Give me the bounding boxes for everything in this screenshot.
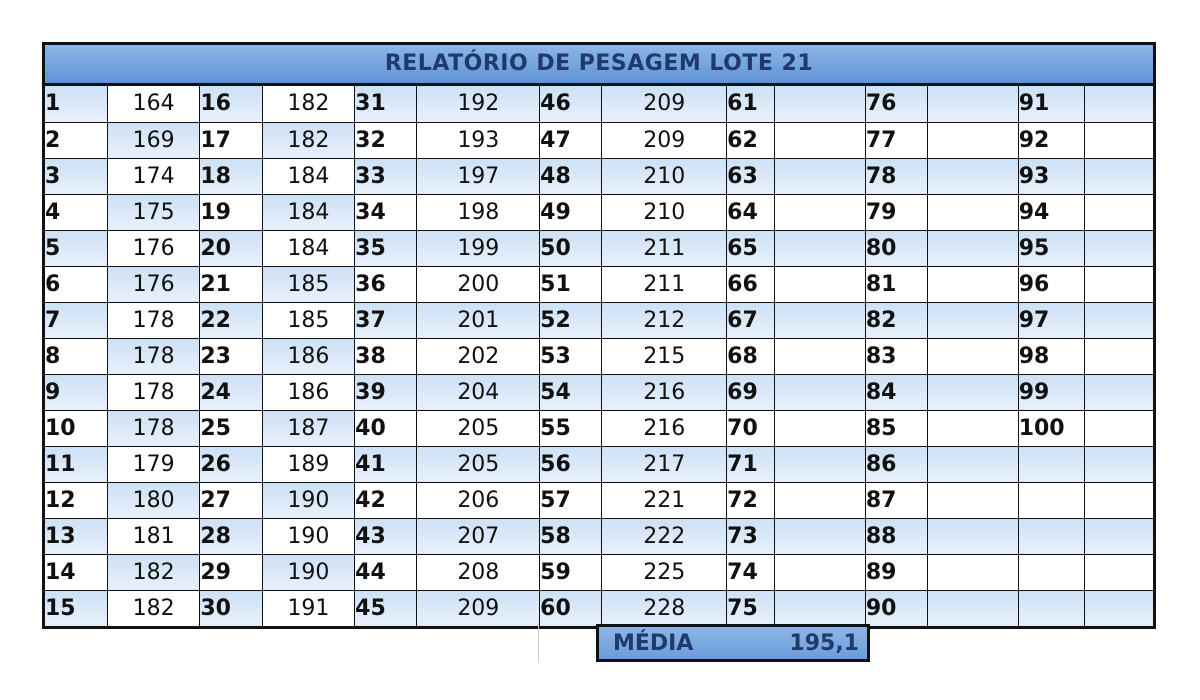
weight-value (1085, 194, 1153, 230)
item-number: 78 (865, 158, 927, 194)
weight-value (775, 86, 865, 122)
weight-value (1085, 410, 1153, 446)
weight-value: 216 (602, 410, 727, 446)
item-number: 47 (540, 122, 602, 158)
item-number: 15 (45, 590, 107, 626)
item-number: 7 (45, 302, 107, 338)
item-number: 34 (355, 194, 417, 230)
weight-value (1085, 554, 1153, 590)
item-number: 33 (355, 158, 417, 194)
item-number: 19 (200, 194, 262, 230)
item-number (1018, 554, 1084, 590)
item-number: 45 (355, 590, 417, 626)
item-number: 63 (727, 158, 775, 194)
table-row (45, 374, 1153, 410)
item-number: 35 (355, 230, 417, 266)
item-number: 9 (45, 374, 107, 410)
weight-value (928, 374, 1018, 410)
item-number: 72 (727, 482, 775, 518)
item-number: 89 (865, 554, 927, 590)
item-number: 86 (865, 446, 927, 482)
weight-value: 181 (107, 518, 200, 554)
item-number: 87 (865, 482, 927, 518)
weight-value (775, 302, 865, 338)
item-number: 28 (200, 518, 262, 554)
item-number: 98 (1018, 338, 1084, 374)
table-row (45, 122, 1153, 158)
weight-value (775, 482, 865, 518)
item-number: 31 (355, 86, 417, 122)
weight-value: 200 (417, 266, 540, 302)
item-number: 2 (45, 122, 107, 158)
weight-value (775, 338, 865, 374)
weight-value: 210 (602, 194, 727, 230)
item-number: 97 (1018, 302, 1084, 338)
weight-value: 179 (107, 446, 200, 482)
average-label: MÉDIA (613, 630, 694, 656)
weight-value: 211 (602, 230, 727, 266)
item-number: 29 (200, 554, 262, 590)
weight-value: 209 (602, 86, 727, 122)
item-number: 74 (727, 554, 775, 590)
item-number: 64 (727, 194, 775, 230)
weight-value (1085, 590, 1153, 626)
item-number: 13 (45, 518, 107, 554)
item-number: 57 (540, 482, 602, 518)
item-number: 61 (727, 86, 775, 122)
weight-value: 191 (262, 590, 355, 626)
weight-value (928, 158, 1018, 194)
weight-value: 178 (107, 374, 200, 410)
table-row (45, 194, 1153, 230)
item-number: 54 (540, 374, 602, 410)
weight-value: 190 (262, 482, 355, 518)
item-number: 81 (865, 266, 927, 302)
weight-value: 185 (262, 266, 355, 302)
weight-value: 178 (107, 302, 200, 338)
weight-value: 212 (602, 302, 727, 338)
weight-value (1085, 230, 1153, 266)
item-number: 20 (200, 230, 262, 266)
item-number: 48 (540, 158, 602, 194)
weight-value: 199 (417, 230, 540, 266)
weight-value: 164 (107, 86, 200, 122)
weight-value: 176 (107, 266, 200, 302)
table-row (45, 518, 1153, 554)
item-number: 46 (540, 86, 602, 122)
weight-value: 189 (262, 446, 355, 482)
item-number: 82 (865, 302, 927, 338)
weight-value: 205 (417, 446, 540, 482)
weight-value: 204 (417, 374, 540, 410)
weight-value (775, 374, 865, 410)
item-number: 51 (540, 266, 602, 302)
item-number: 40 (355, 410, 417, 446)
item-number: 96 (1018, 266, 1084, 302)
weight-value (775, 158, 865, 194)
item-number: 10 (45, 410, 107, 446)
weight-value: 198 (417, 194, 540, 230)
weight-value: 201 (417, 302, 540, 338)
weight-value: 202 (417, 338, 540, 374)
item-number: 39 (355, 374, 417, 410)
report-title: RELATÓRIO DE PESAGEM LOTE 21 (45, 45, 1153, 86)
item-number: 42 (355, 482, 417, 518)
item-number: 27 (200, 482, 262, 518)
table-row (45, 302, 1153, 338)
item-number: 73 (727, 518, 775, 554)
item-number: 60 (540, 590, 602, 626)
weight-value (775, 194, 865, 230)
weight-value (928, 302, 1018, 338)
item-number: 88 (865, 518, 927, 554)
item-number: 4 (45, 194, 107, 230)
weight-value: 207 (417, 518, 540, 554)
weight-value: 182 (262, 86, 355, 122)
weight-value: 211 (602, 266, 727, 302)
weight-value (1085, 338, 1153, 374)
item-number: 3 (45, 158, 107, 194)
item-number: 90 (865, 590, 927, 626)
item-number: 32 (355, 122, 417, 158)
item-number: 17 (200, 122, 262, 158)
item-number: 65 (727, 230, 775, 266)
weight-value: 187 (262, 410, 355, 446)
weight-value (928, 122, 1018, 158)
weight-value (1085, 302, 1153, 338)
item-number: 12 (45, 482, 107, 518)
item-number: 66 (727, 266, 775, 302)
item-number: 6 (45, 266, 107, 302)
weight-value (928, 554, 1018, 590)
table-row (45, 230, 1153, 266)
weight-value: 178 (107, 338, 200, 374)
weight-value (928, 446, 1018, 482)
item-number: 92 (1018, 122, 1084, 158)
item-number: 25 (200, 410, 262, 446)
item-number: 24 (200, 374, 262, 410)
item-number: 18 (200, 158, 262, 194)
weight-value: 190 (262, 554, 355, 590)
weight-value (775, 230, 865, 266)
weight-value (1085, 446, 1153, 482)
item-number: 41 (355, 446, 417, 482)
table-row (45, 338, 1153, 374)
weight-value (775, 554, 865, 590)
weight-value: 182 (107, 590, 200, 626)
item-number: 37 (355, 302, 417, 338)
weight-value: 217 (602, 446, 727, 482)
item-number: 22 (200, 302, 262, 338)
average-box (596, 624, 870, 662)
weight-value (928, 86, 1018, 122)
weight-value: 182 (262, 122, 355, 158)
weight-value (775, 266, 865, 302)
weight-value: 184 (262, 194, 355, 230)
weight-value (775, 410, 865, 446)
item-number: 5 (45, 230, 107, 266)
weight-value: 215 (602, 338, 727, 374)
weight-value: 205 (417, 410, 540, 446)
weight-value: 184 (262, 230, 355, 266)
weight-value: 178 (107, 410, 200, 446)
item-number: 55 (540, 410, 602, 446)
weight-value (928, 518, 1018, 554)
weight-value (928, 266, 1018, 302)
weight-value: 228 (602, 590, 727, 626)
table-row (45, 590, 1153, 626)
weight-value: 216 (602, 374, 727, 410)
item-number: 53 (540, 338, 602, 374)
weight-value (1085, 374, 1153, 410)
item-number: 26 (200, 446, 262, 482)
weight-value: 208 (417, 554, 540, 590)
weight-value (928, 230, 1018, 266)
weight-value: 192 (417, 86, 540, 122)
item-number: 80 (865, 230, 927, 266)
item-number: 8 (45, 338, 107, 374)
weight-value (775, 446, 865, 482)
item-number (1018, 482, 1084, 518)
table-row (45, 86, 1153, 122)
item-number: 16 (200, 86, 262, 122)
weight-value (1085, 266, 1153, 302)
item-number: 36 (355, 266, 417, 302)
weighing-report (42, 42, 1156, 629)
item-number: 58 (540, 518, 602, 554)
item-number: 95 (1018, 230, 1084, 266)
weight-value: 186 (262, 338, 355, 374)
item-number: 49 (540, 194, 602, 230)
item-number: 93 (1018, 158, 1084, 194)
weight-value: 175 (107, 194, 200, 230)
weight-value (1085, 158, 1153, 194)
weight-value: 182 (107, 554, 200, 590)
weight-value: 221 (602, 482, 727, 518)
item-number: 100 (1018, 410, 1084, 446)
item-number: 1 (45, 86, 107, 122)
item-number: 62 (727, 122, 775, 158)
item-number: 43 (355, 518, 417, 554)
item-number: 75 (727, 590, 775, 626)
weight-value: 184 (262, 158, 355, 194)
weight-value: 176 (107, 230, 200, 266)
item-number: 91 (1018, 86, 1084, 122)
item-number: 85 (865, 410, 927, 446)
weight-value (775, 518, 865, 554)
item-number (1018, 446, 1084, 482)
item-number: 67 (727, 302, 775, 338)
item-number: 44 (355, 554, 417, 590)
item-number: 59 (540, 554, 602, 590)
weight-value: 180 (107, 482, 200, 518)
weight-value: 210 (602, 158, 727, 194)
weight-value (928, 410, 1018, 446)
weight-value: 190 (262, 518, 355, 554)
weight-value (928, 338, 1018, 374)
weight-value: 197 (417, 158, 540, 194)
weight-value: 209 (417, 590, 540, 626)
weight-value (775, 590, 865, 626)
item-number: 77 (865, 122, 927, 158)
item-number: 69 (727, 374, 775, 410)
weight-value: 222 (602, 518, 727, 554)
item-number: 84 (865, 374, 927, 410)
item-number: 79 (865, 194, 927, 230)
table-row (45, 410, 1153, 446)
item-number: 83 (865, 338, 927, 374)
weight-value: 186 (262, 374, 355, 410)
item-number (1018, 518, 1084, 554)
item-number: 50 (540, 230, 602, 266)
weight-value (775, 122, 865, 158)
item-number: 68 (727, 338, 775, 374)
item-number: 21 (200, 266, 262, 302)
weight-value (928, 590, 1018, 626)
weight-value: 193 (417, 122, 540, 158)
weight-value: 174 (107, 158, 200, 194)
weight-value (928, 482, 1018, 518)
weight-value: 206 (417, 482, 540, 518)
table-row (45, 554, 1153, 590)
weight-value: 185 (262, 302, 355, 338)
item-number: 30 (200, 590, 262, 626)
weights-table (45, 86, 1153, 626)
average-value: 195,1 (789, 630, 859, 656)
item-number: 76 (865, 86, 927, 122)
weight-value (1085, 122, 1153, 158)
table-row (45, 266, 1153, 302)
item-number: 38 (355, 338, 417, 374)
item-number: 99 (1018, 374, 1084, 410)
item-number: 23 (200, 338, 262, 374)
item-number (1018, 590, 1084, 626)
item-number: 11 (45, 446, 107, 482)
weight-value (928, 194, 1018, 230)
weight-value (1085, 518, 1153, 554)
table-row (45, 446, 1153, 482)
item-number: 14 (45, 554, 107, 590)
item-number: 71 (727, 446, 775, 482)
table-row (45, 482, 1153, 518)
item-number: 52 (540, 302, 602, 338)
weight-value (1085, 482, 1153, 518)
item-number: 94 (1018, 194, 1084, 230)
table-row (45, 158, 1153, 194)
weight-value: 209 (602, 122, 727, 158)
divider (538, 624, 539, 662)
item-number: 70 (727, 410, 775, 446)
weight-value (1085, 86, 1153, 122)
weight-value: 169 (107, 122, 200, 158)
weight-value: 225 (602, 554, 727, 590)
item-number: 56 (540, 446, 602, 482)
